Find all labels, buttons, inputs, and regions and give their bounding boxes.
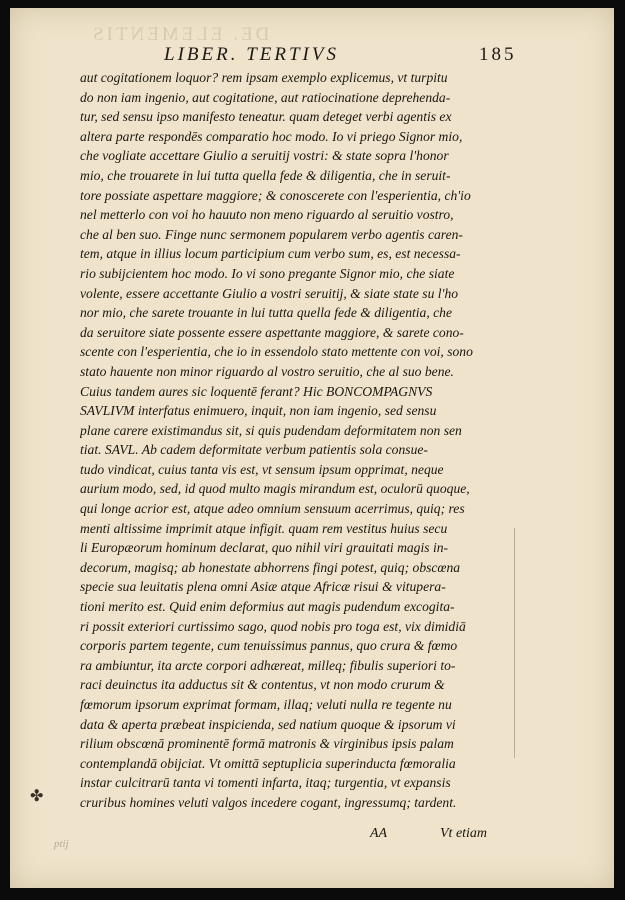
text-line: ri possit exteriori curtissimo sago, quod nobis pro toga est, vix dimidiā bbox=[80, 618, 466, 634]
text-line: fœmorum ipsorum exprimat formam, illaq; veluti nulla re tegente nu bbox=[80, 697, 452, 712]
text-line: decorum, magisq; ab honestate abhorrens fingi potest, quiq; obscœna bbox=[80, 559, 461, 575]
text-line: rilium obscœnā prominentē formā matronis & virginibus ipsis palam bbox=[80, 736, 454, 752]
text-line: menti altissime imprimit atque infigit. quam rem vestitus huius secu bbox=[80, 520, 448, 536]
text-line: mio, che trouarete in lui tutta quella fede & diligentia, che in seruit- bbox=[80, 167, 451, 183]
text-line: che al ben suo. Finge nunc sermonem popularem verbo agentis caren- bbox=[80, 226, 463, 242]
text-line: instar culcitrarū tanta vi tomenti infarta, itaq; turgentia, vt expansis bbox=[80, 775, 451, 791]
text-line: nel metterlo con voi ho hauuto non meno riguardo al seruitio vostro, bbox=[80, 207, 454, 223]
book-page bbox=[10, 8, 614, 888]
text-line: tioni merito est. Quid enim deformius aut magis pudendum excogita- bbox=[80, 599, 455, 615]
text-line: aurium modo, sed, id quod multo magis mirandum est, oculorū quoque, bbox=[80, 481, 470, 497]
margin-mark: ✤ bbox=[30, 788, 44, 805]
marginal-ghost-text: ptij bbox=[54, 838, 69, 850]
text-line: corporis partem tegente, cum tenuissimus pannus, quo crura & fœmo bbox=[80, 638, 458, 654]
text-line: tur, sed sensu ipso manifesto teneatur. quam deteget verbi agentis ex bbox=[80, 109, 452, 125]
text-line: SAVLIVM interfatus enimuero, inquit, non iam ingenio, sed sensu bbox=[80, 403, 437, 419]
text-line: Cuius tandem aures sic loquentē ferant? Hic BONCOMPAGNVS bbox=[80, 383, 433, 399]
text-line: che vogliate accettare Giulio a seruitij vostri: & state sopra l'honor bbox=[80, 148, 449, 164]
text-line: plane carere existimandus sit, si quis pudendam deformitatem non sen bbox=[80, 422, 462, 438]
text-line: nor mio, che sarete trouante in lui tutta quella fede & diligentia, che bbox=[80, 305, 453, 321]
text-line: cruribus homines veluti valgos incedere cogant, ingressumq; tardent. bbox=[80, 794, 457, 810]
signature-mark: AA bbox=[370, 826, 388, 841]
text-line: ra ambiuntur, ita arcte corpori adhæreat, milleq; fibulis superiori to- bbox=[80, 657, 456, 673]
text-line: altera parte respondēs comparatio hoc modo. Io vi priego Signor mio, bbox=[80, 128, 463, 144]
text-line: contemplandā obijciat. Vt omittā septuplicia superinducta fœmoralia bbox=[80, 755, 456, 771]
text-line: data & aperta præbeat inspicienda, sed natium quoque & ipsorum vi bbox=[80, 716, 456, 732]
body-text bbox=[80, 68, 510, 813]
text-line: scente con l'esperientia, che io in essendolo stato mettente con voi, sono bbox=[80, 344, 473, 360]
text-line: li Europæorum hominum declarat, quo nihil viri grauitati magis in- bbox=[80, 540, 449, 556]
running-head-title: LIBER. TERTIVS bbox=[164, 44, 339, 65]
text-line: qui longe acrior est, atque adeo omnium sensuum acerrimus, quiq; res bbox=[80, 501, 465, 517]
text-line: stato hauente non minor riguardo al vostro seruitio, che al suo bene. bbox=[80, 363, 454, 379]
catchword: Vt etiam bbox=[440, 826, 488, 841]
text-line: aut cogitationem loquor? rem ipsam exemplo explicemus, vt turpitu bbox=[80, 70, 448, 85]
text-line: volente, essere accettante Giulio a vostri seruitij, & siate state su l'ho bbox=[80, 285, 459, 301]
text-line: tore possiate aspettare maggiore; & conoscerete con l'esperientia, ch'io bbox=[80, 187, 471, 203]
page-number: 185 bbox=[479, 44, 517, 65]
text-line: do non iam ingenio, aut cogitatione, aut ratiocinatione deprehenda- bbox=[80, 89, 451, 105]
text-line: raci deuinctus ita adductus sit & contentus, vt non modo crurum & bbox=[80, 677, 445, 693]
text-line: da seruitore siate possente essere aspettante maggiore, & sarete cono- bbox=[80, 324, 464, 340]
paper-repair-edge bbox=[514, 528, 519, 758]
text-line: rio subijcientem hoc modo. Io vi sono pregante Signor mio, che siate bbox=[80, 265, 455, 281]
text-line: tudo vindicat, cuius tanta vis est, vt sensum ipsum opprimat, neque bbox=[80, 461, 444, 477]
text-line: tiat. SAVL. Ab cadem deformitate verbum patientis sola consue- bbox=[80, 442, 428, 458]
text-line: tem, atque in illius locum participium cum verbo sum, es, est necessa- bbox=[80, 246, 461, 262]
text-line: specie sua leuitatis plena omni Asiæ atque Africæ risui & vitupera- bbox=[80, 579, 446, 595]
bleed-through-text: DE. ELEMENTIS bbox=[90, 24, 270, 45]
